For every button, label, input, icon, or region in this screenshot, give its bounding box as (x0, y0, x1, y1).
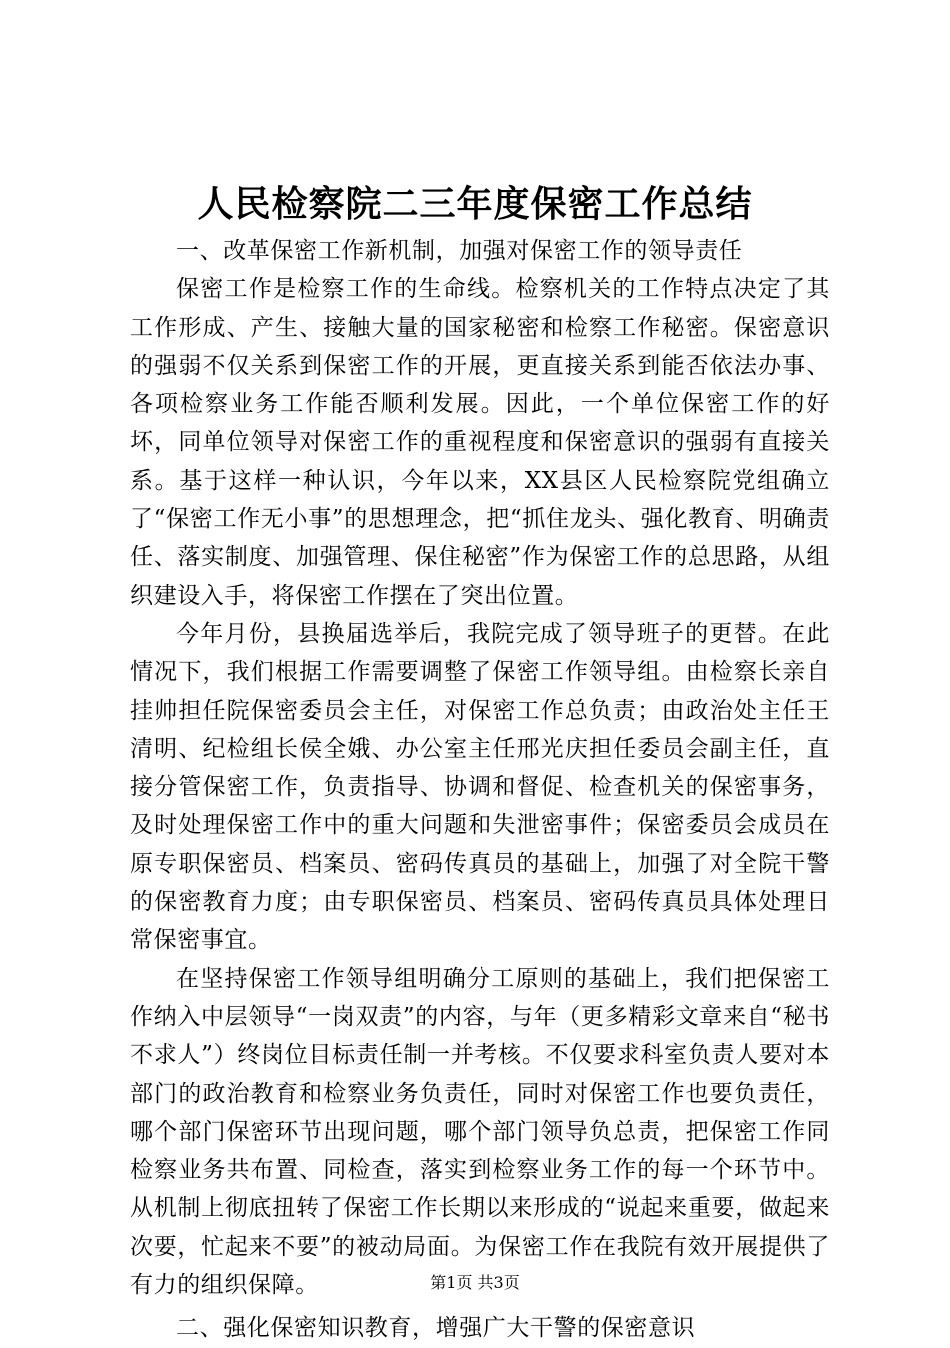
section-1-heading: 一、改革保密工作新机制，加强对保密工作的领导责任 (176, 238, 743, 264)
document-body (130, 232, 830, 1348)
body-paragraph-1: 保密工作是检察工作的生命线。检察机关的工作特点决定了其工作形成、产生、接触大量的国家秘密和检察工作秘密。保密意识的强弱不仅关系到保密工作的开展，更直接关系到能否依法办事、各项检察业务工作能否顺利发展。因此，一个单位保密工作的好坏，同单位领导对保密工作的重视程度和保密意识的强弱有直接关系。基于这样一种认识，今年以来，XX县区人民检察院党组确立了“保密工作无小事”的思想理念，把“抓住龙头、强化教育、明确责任、落实制度、加强管理、保住秘密”作为保密工作的总思路，从组织建设入手，将保密工作摆在了突出位置。 (130, 276, 830, 609)
section-2-heading: 二、强化保密知识教育，增强广大干警的保密意识 (176, 1315, 696, 1342)
document-title: 人民检察院二三年度保密工作总结 (197, 183, 753, 225)
body-paragraph-3: 在坚持保密工作领导组明确分工原则的基础上，我们把保密工作纳入中层领导“一岗双责”的内容，与年（更多精彩文章来自“秘书不求人”）终岗位目标责任制一并考核。不仅要求科室负责人要对本部门的政治教育和检察业务负责任，同时对保密工作也要负责任，哪个部门保密环节出现问题，哪个部门领导负总责，把保密工作同检察业务共布置、同检查，落实到检察业务工作的每一个环节中。从机制上彻底扭转了保密工作长期以来形成的“说起来重要，做起来次要，忙起来不要”的被动局面。为保密工作在我院有效开展提供了有力的组织保障。 (130, 965, 830, 1299)
page-number-footer: 第1页 共3页 (430, 1273, 520, 1292)
body-paragraph-2: 今年月份，县换届选举后，我院完成了领导班子的更替。在此情况下，我们根据工作需要调整了保密工作领导组。由检察长亲自挂帅担任院保密委员会主任，对保密工作总负责；由政治处主任王清明、纪检组长侯全娥、办公室主任邢光庆担任委员会副主任，直接分管保密工作，负责指导、协调和督促、检查机关的保密事务，及时处理保密工作中的重大问题和失泄密事件；保密委员会成员在原专职保密员、档案员、密码传真员的基础上，加强了对全院干警的保密教育力度；由专职保密员、档案员、密码传真员具体处理日常保密事宜。 (130, 620, 830, 954)
